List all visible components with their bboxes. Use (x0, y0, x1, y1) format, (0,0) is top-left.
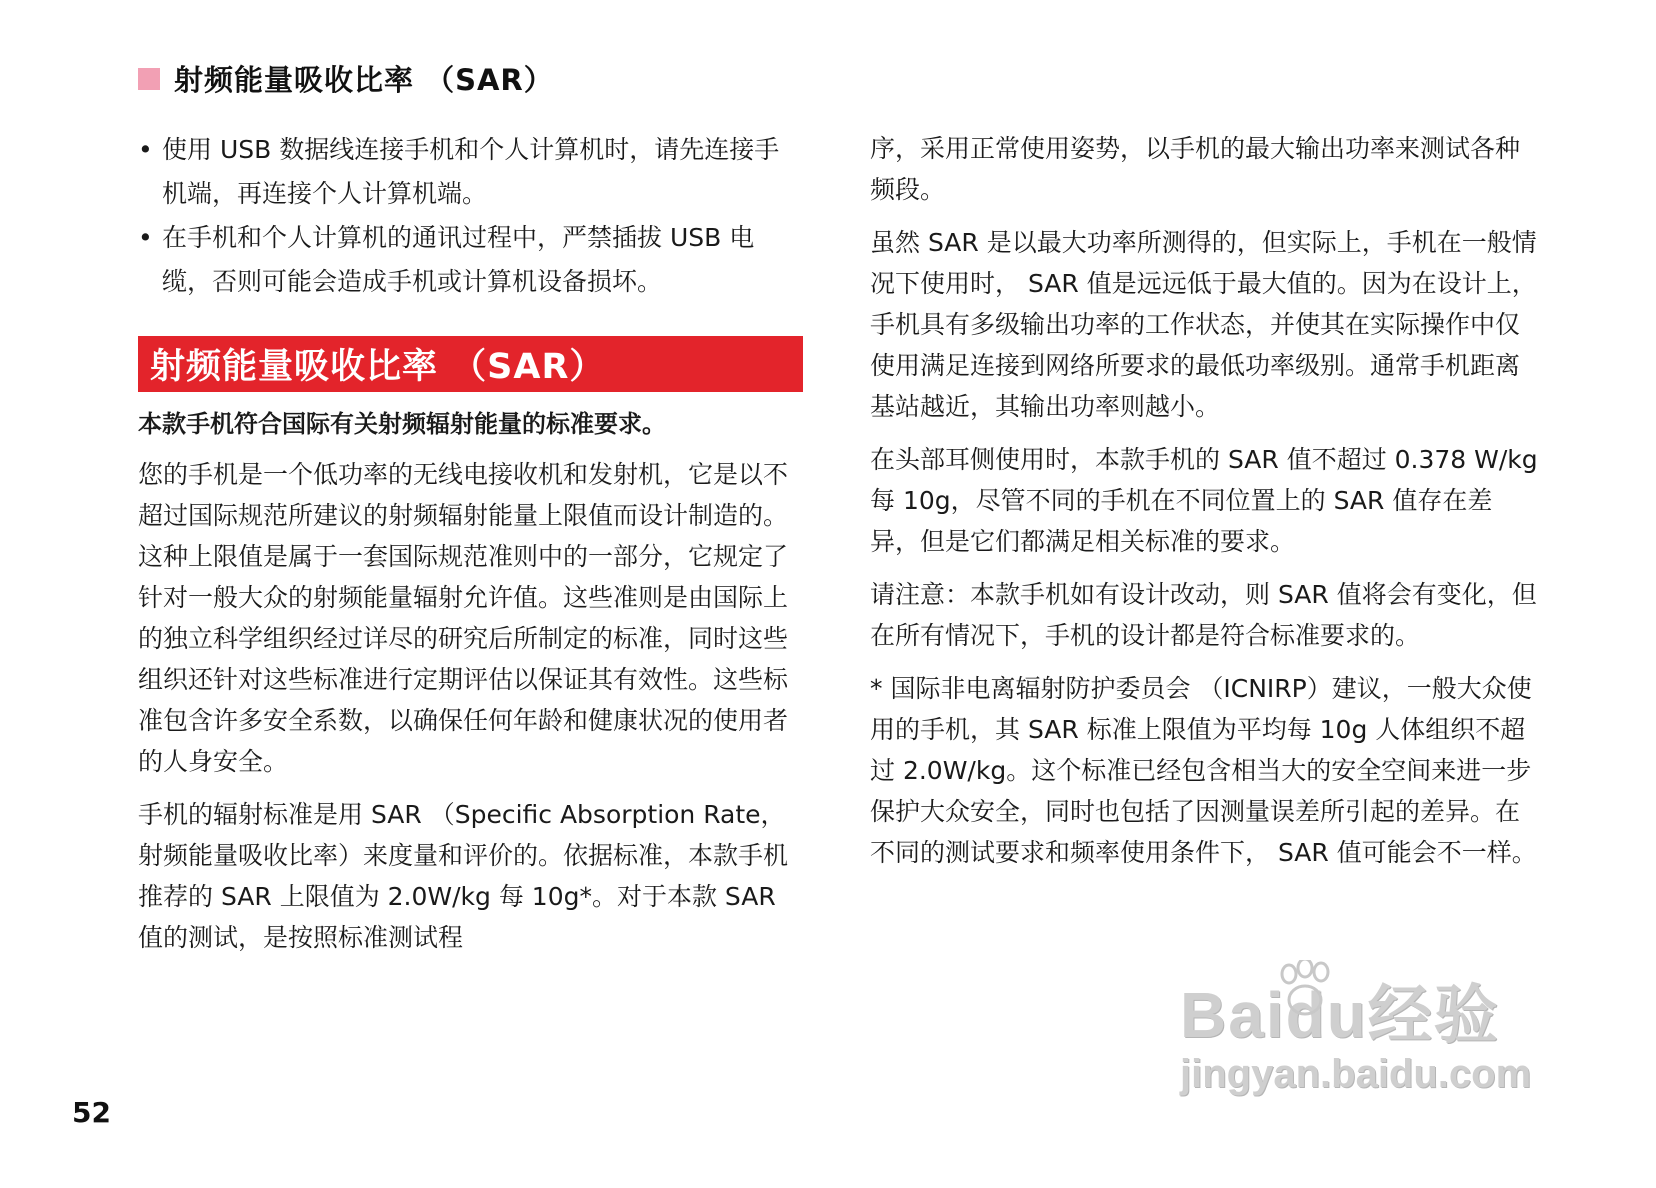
page-number: 52 (72, 1096, 111, 1129)
usb-notes-list (138, 128, 803, 304)
page-header (138, 58, 554, 99)
body-paragraph: 您的手机是一个低功率的无线电接收机和发射机，它是以不超过国际规范所建议的射频辐射能量上限值而设计制造的。这种上限值是属于一套国际规范准则中的一部分，它规定了针对一般大众的射频能量辐射允许值。这些准则是由国际上的独立科学组织经过详尽的研究后所制定的标准，同时这些组织还针对这些标准进行定期评估以保证其有效性。这些标准包含许多安全系数，以确保任何年龄和健康状况的使用者的人身安全。 (138, 460, 789, 776)
body-paragraph: 在头部耳侧使用时，本款手机的 SAR 值不超过 0.378 W/kg 每 10g，尽管不同的手机在不同位置上的 SAR 值存在差异，但是它们都满足相关标准的要求。 (870, 445, 1538, 556)
list-item: • 在手机和个人计算机的通讯过程中，严禁插拔 USB 电缆，否则可能会造成手机或计算机设备损坏。 (138, 216, 803, 304)
right-column (870, 128, 1540, 885)
body-paragraph: 序，采用正常使用姿势，以手机的最大输出功率来测试各种频段。 (870, 134, 1521, 204)
header-marker (138, 68, 160, 90)
body-paragraph: 手机的辐射标准是用 SAR （Specific Absorption Rate，射频能量吸收比率）来度量和评价的。依据标准，本款手机推荐的 SAR 上限值为 2.0W/kg 每 10g*。对于本款 SAR 值的测试，是按照标准测试程 (138, 800, 789, 952)
footnote-paragraph: * 国际非电离辐射防护委员会 （ICNIRP）建议，一般大众使用的手机，其 SAR 标准上限值为平均每 10g 人体组织不超过 2.0W/kg。这个标准已经包含相当大的安全空间来进一步保护大众安全，同时也包括了因测量误差所引起的差异。在不同的测试要求和频率使用条件下， SAR 值可能会不一样。 (870, 674, 1537, 867)
section-heading-bar (138, 336, 803, 392)
running-header-title: 射频能量吸收比率 （SAR） (174, 63, 554, 97)
body-paragraph: 虽然 SAR 是以最大功率所测得的，但实际上，手机在一般情况下使用时， SAR 值是远远低于最大值的。因为在设计上，手机具有多级输出功率的工作状态，并使其在实际操作中仅使用满足连接到网络所要求的最低功率级别。通常手机距离基站越近，其输出功率则越小。 (870, 228, 1537, 421)
section-title: 射频能量吸收比率 （SAR） (150, 347, 606, 387)
paw-icon (1275, 960, 1345, 1020)
watermark-url: jingyan.baidu.com (1180, 1052, 1532, 1096)
lead-statement: 本款手机符合国际有关射频辐射能量的标准要求。 (138, 410, 666, 438)
left-column (138, 128, 803, 970)
watermark-brand: Baidu经验 (1180, 979, 1500, 1051)
watermark (1180, 980, 1531, 1096)
list-item: • 使用 USB 数据线连接手机和个人计算机时，请先连接手机端，再连接个人计算机端。 (138, 128, 803, 216)
body-paragraph: 请注意：本款手机如有设计改动，则 SAR 值将会有变化，但在所有情况下，手机的设计都是符合标准要求的。 (870, 580, 1537, 650)
